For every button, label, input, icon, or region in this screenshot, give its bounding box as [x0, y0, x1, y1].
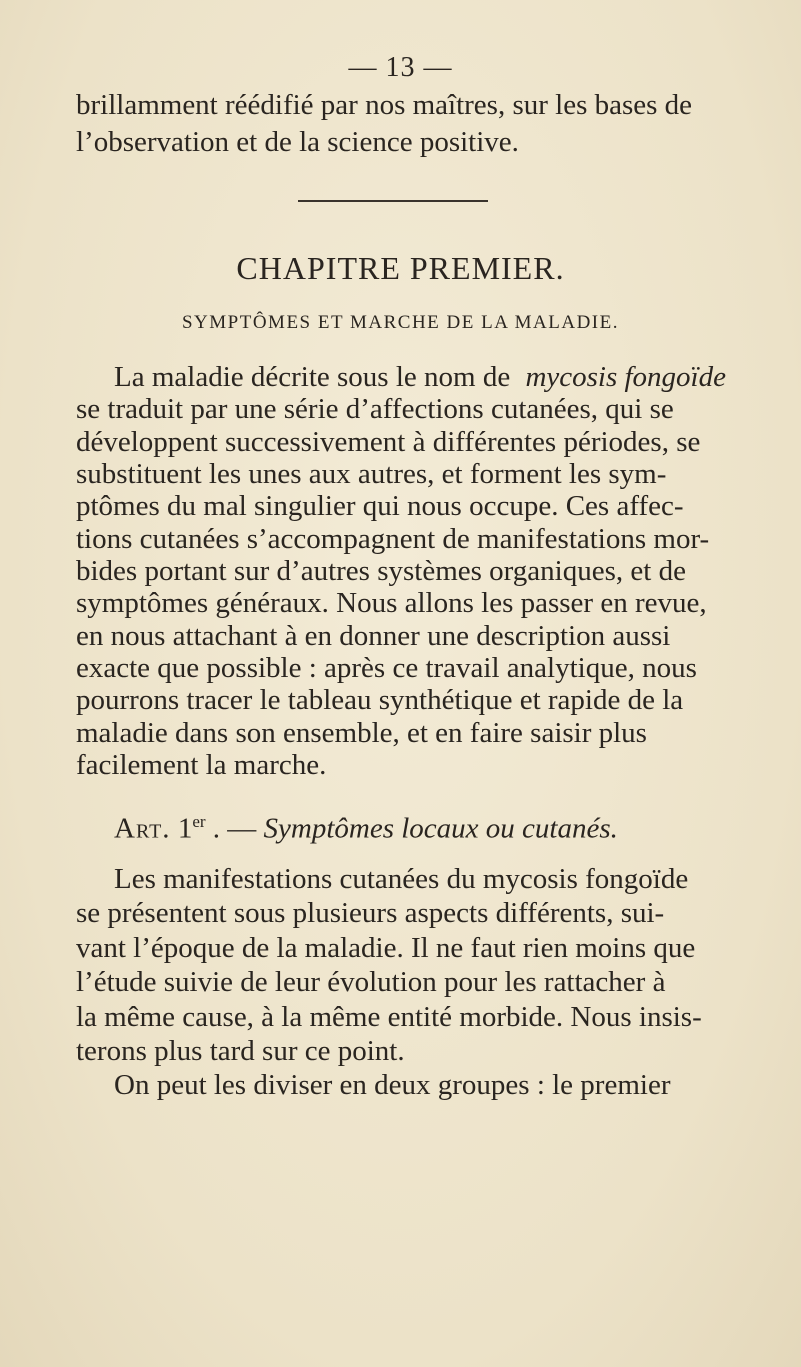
paragraph-1-line-9: en nous attachant à en donner une description aussi: [76, 620, 671, 652]
paragraph-1-line-5: ptômes du mal singulier qui nous occupe. Ces affec-: [76, 490, 684, 522]
article-label: Art.: [114, 812, 171, 845]
article-number: 1: [177, 812, 193, 845]
paragraph-1-line-10: exacte que possible : après ce travail analytique, nous: [76, 652, 697, 684]
intro-line-1: brillamment réédifié par nos maîtres, sur les bases de: [76, 89, 693, 121]
paragraph-1-line-3: développent successivement à différentes périodes, se: [76, 426, 701, 458]
paragraph-2-line-2: se présentent sous plusieurs aspects différents, sui-: [76, 897, 665, 929]
page-number: — 13 —: [348, 52, 453, 83]
chapter-title: CHAPITRE PREMIER.: [236, 250, 565, 286]
italic-term: mycosis fongoïde: [525, 361, 726, 393]
paragraph-3-line-1: On peut les diviser en deux groupes : le premier: [114, 1069, 671, 1101]
paragraph-2-line-4: l’étude suivie de leur évolution pour les rattacher à: [76, 966, 666, 998]
paragraph-1-line-6: tions cutanées s’accompagnent de manifestations mor-: [76, 523, 710, 555]
paragraph-1-line-1: [114, 360, 726, 394]
paragraph-2-line-5: la même cause, à la même entité morbide. Nous insis-: [76, 1001, 702, 1033]
paragraph-1-line-1-text: La maladie décrite sous le nom de: [114, 361, 511, 393]
paragraph-1-line-12: maladie dans son ensemble, et en faire saisir plus: [76, 717, 647, 749]
paragraph-2-line-6: terons plus tard sur ce point.: [76, 1035, 405, 1067]
article-title: Symptômes locaux ou cutanés.: [263, 812, 618, 845]
article-separator: . —: [212, 812, 257, 845]
section-divider: [298, 200, 488, 202]
intro-line-2: l’observation et de la science positive.: [76, 126, 519, 158]
paragraph-1-line-11: pourrons tracer le tableau synthétique et rapide de la: [76, 684, 684, 716]
paragraph-1-line-2: se traduit par une série d’affections cutanées, qui se: [76, 393, 674, 425]
paragraph-1-line-7: bides portant sur d’autres systèmes organiques, et de: [76, 555, 686, 587]
paragraph-1-line-8: symptômes généraux. Nous allons les passer en revue,: [76, 587, 707, 619]
paragraph-2-line-3: vant l’époque de la maladie. Il ne faut rien moins que: [76, 932, 696, 964]
paragraph-2-line-1: Les manifestations cutanées du mycosis fongoïde: [114, 863, 689, 895]
paragraph-1-line-4: substituent les unes aux autres, et forment les sym-: [76, 458, 667, 490]
article-heading: [114, 812, 618, 846]
paragraph-1-line-13: facilement la marche.: [76, 749, 327, 781]
article-sup: er: [192, 812, 206, 831]
chapter-subtitle: SYMPTÔMES ET MARCHE DE LA MALADIE.: [181, 312, 619, 333]
